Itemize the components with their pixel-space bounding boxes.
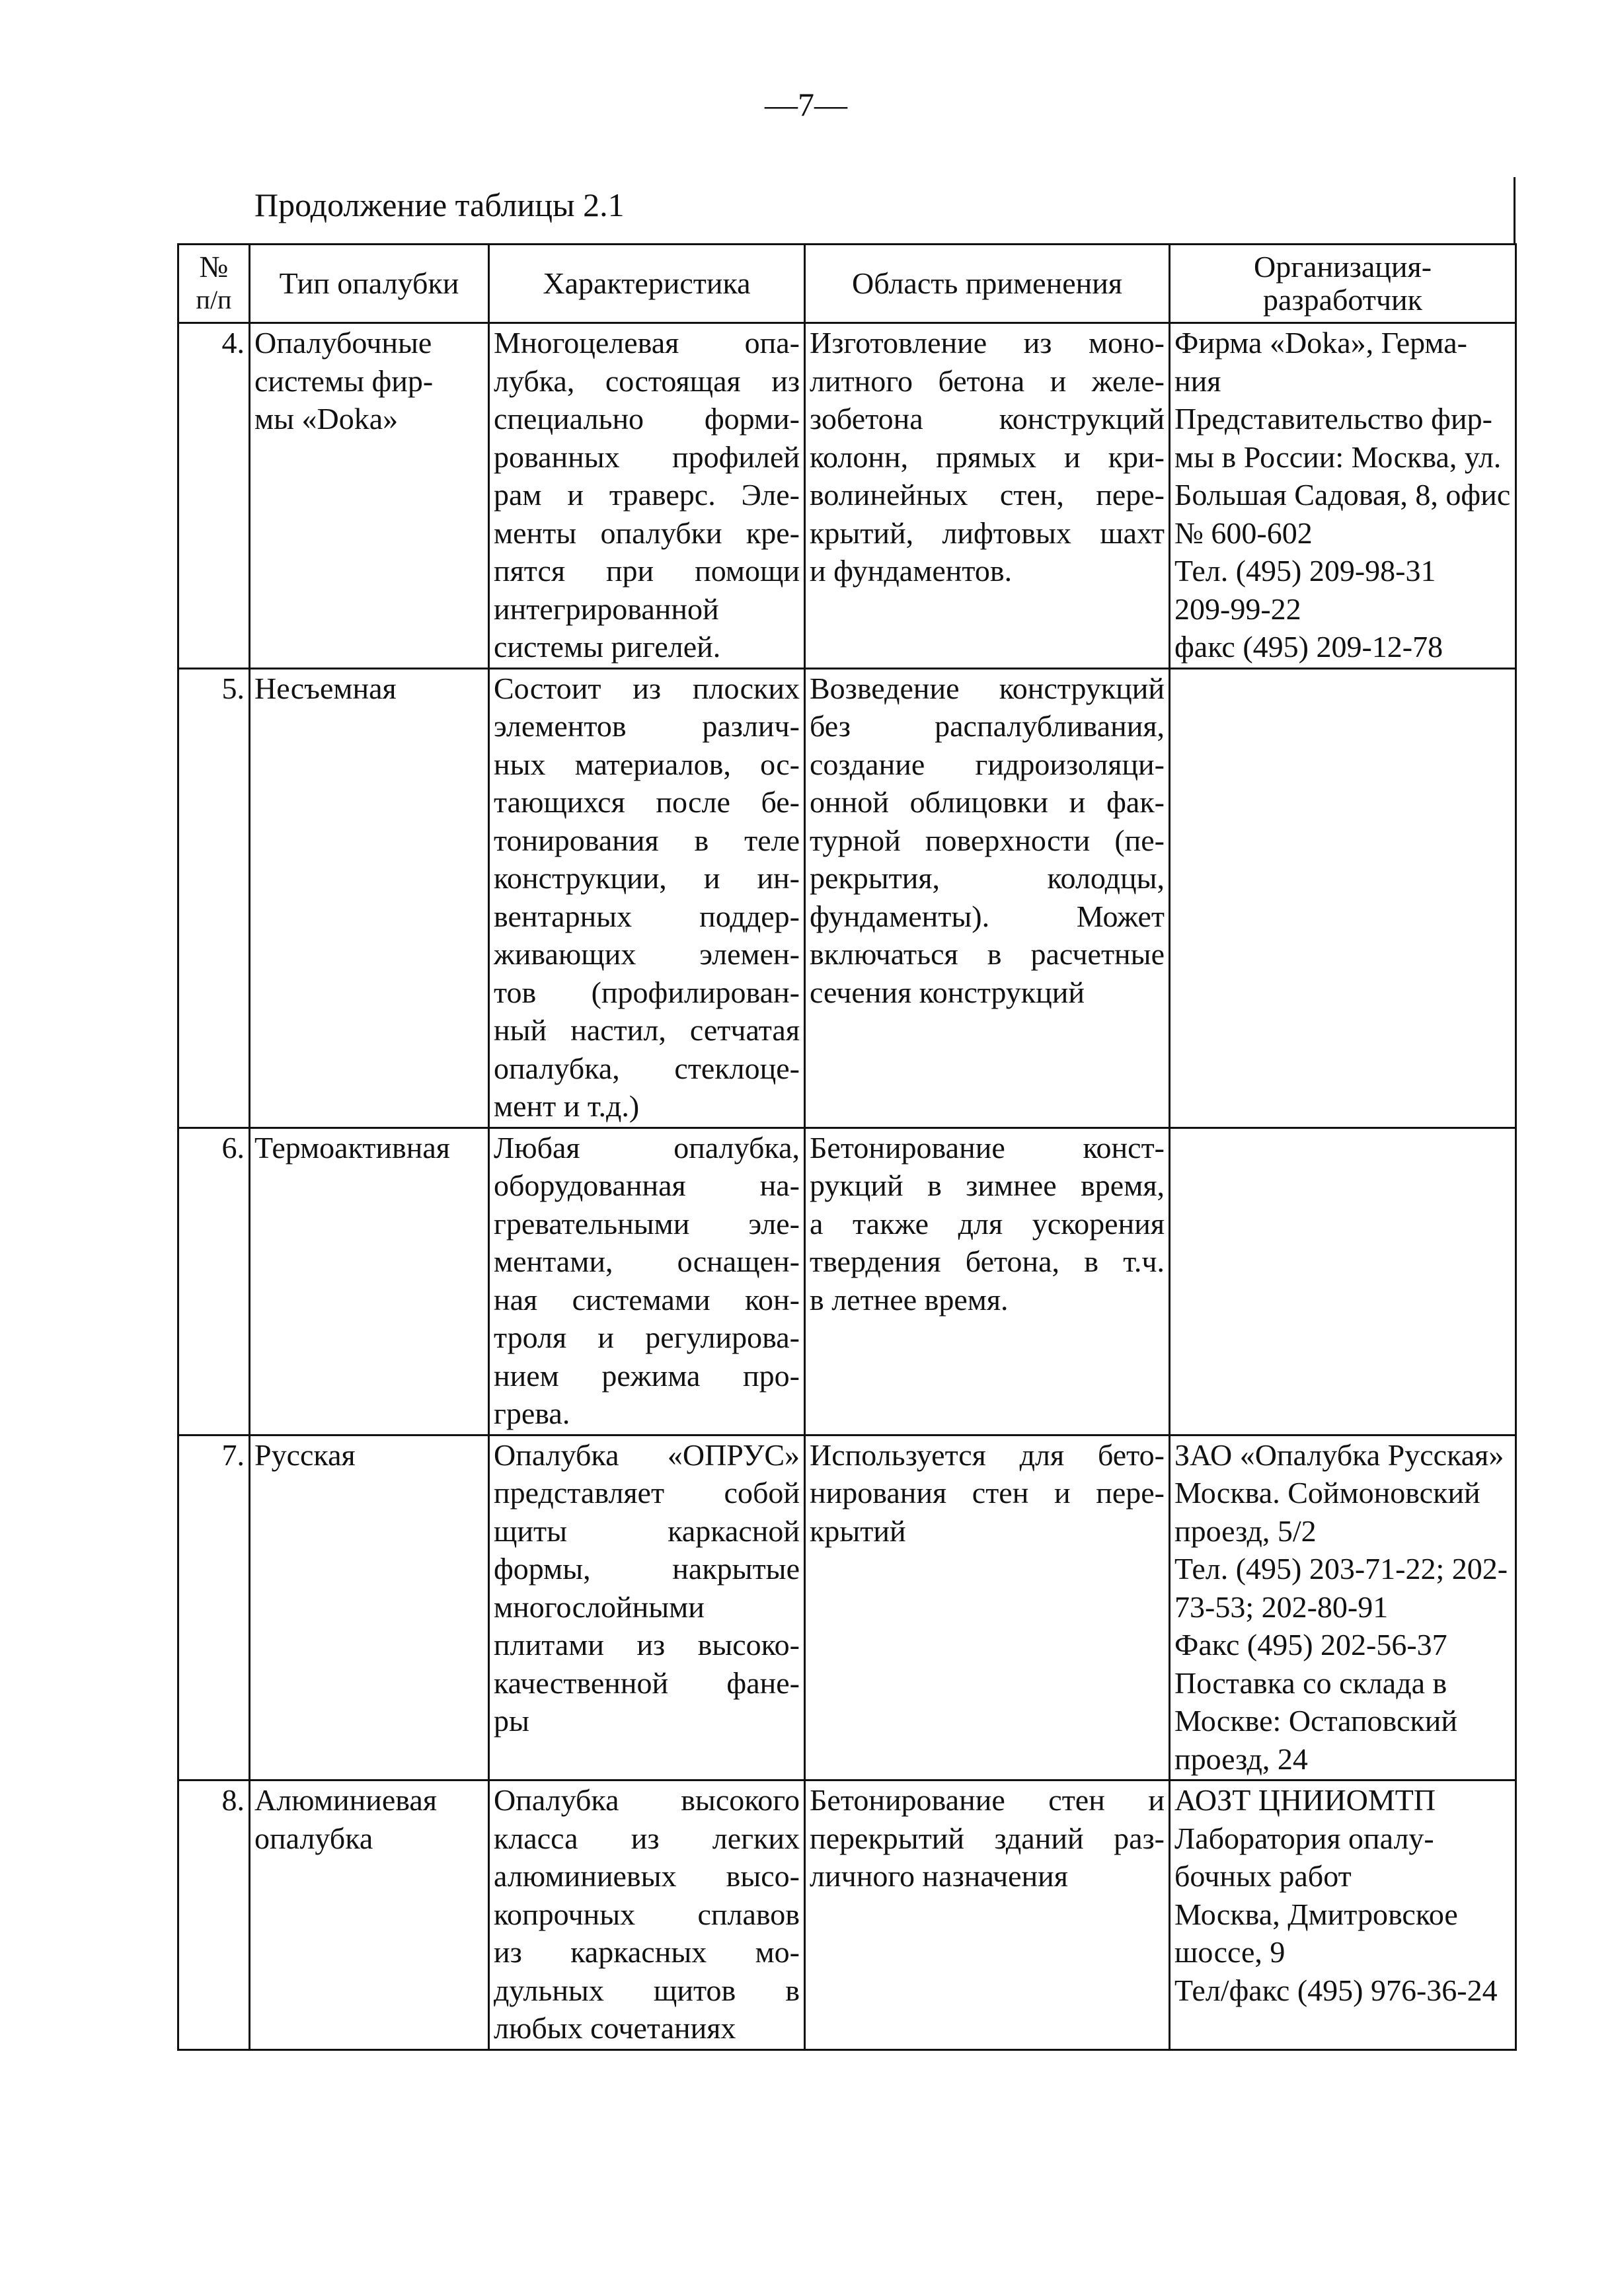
cell-line: Состоит из плоских [494, 671, 800, 705]
cell-line: ная системами кон- [494, 1282, 800, 1317]
header-characteristic: Характеристика [489, 245, 805, 323]
cell-line: мы в России: Москва, ул. [1174, 440, 1502, 474]
cell-line: зобетона конструкций [810, 402, 1165, 436]
cell-line: ных материалов, ос- [494, 747, 800, 781]
cell-line: турной поверхности (пе- [810, 823, 1165, 857]
cell-line: специально форми- [494, 402, 800, 436]
cell-line: ный настил, сетчатая [494, 1013, 800, 1047]
cell-type [250, 1128, 489, 1435]
header-type: Тип опалубки [250, 245, 489, 323]
cell-line: проезд, 24 [1174, 1741, 1308, 1776]
formwork-table [177, 243, 1517, 2051]
cell-line: Тел. (495) 203-71-22; 202- [1174, 1552, 1508, 1586]
cell-line: конструкции, и ин- [494, 861, 800, 895]
cell-line: и фундаментов. [810, 554, 1013, 588]
cell-line: онной облицовки и фак- [810, 785, 1165, 819]
table-row [178, 1435, 1516, 1780]
table-body [178, 323, 1516, 2050]
cell-application [805, 668, 1170, 1128]
cell-line: рекрытия, колодцы, [810, 861, 1165, 895]
cell-line: создание гидроизоляци- [810, 747, 1165, 781]
cell-line: менты опалубки кре- [494, 516, 800, 550]
cell-line: грева. [494, 1397, 570, 1430]
table-row [178, 323, 1516, 669]
cell-line: Термоактивная [254, 1130, 450, 1165]
cell-line: лубка, состоящая из [494, 364, 800, 398]
cell-line: ЗАО «Опалубка Русская» [1174, 1437, 1504, 1472]
cell-line: проезд, 5/2 [1174, 1513, 1317, 1548]
cell-line: Любая опалубка, [494, 1130, 800, 1165]
cell-num: 5. [178, 668, 250, 1128]
cell-characteristic [489, 323, 805, 669]
cell-line: шоссе, 9 [1174, 1935, 1286, 1969]
cell-line: ментами, оснащен- [494, 1244, 800, 1278]
cell-line: тов (профилирован- [494, 975, 800, 1009]
cell-line: алюминиевых высо- [494, 1859, 800, 1893]
cell-type [250, 668, 489, 1128]
cell-line: дульных щитов в [494, 1973, 800, 2007]
cell-line: 73-53; 202-80-91 [1174, 1589, 1389, 1624]
header-organization: Организация- разработчик [1170, 245, 1516, 323]
cell-line: оборудованная на- [494, 1168, 800, 1202]
cell-line: бочных работ [1174, 1859, 1352, 1893]
cell-line: фундаменты). Может [810, 899, 1165, 933]
cell-line: Бетонирование стен и [810, 1783, 1165, 1817]
cell-num: 4. [178, 323, 250, 669]
cell-characteristic [489, 1780, 805, 2050]
cell-line: опалубка [254, 1821, 373, 1855]
cell-line: пятся при помощи [494, 554, 800, 588]
cell-type [250, 1780, 489, 2050]
cell-line: волинейных стен, пере- [810, 478, 1165, 512]
cell-line: перекрытий зданий раз- [810, 1821, 1165, 1855]
cell-line: рукций в зимнее время, [810, 1168, 1165, 1202]
cell-application [805, 323, 1170, 669]
cell-line: качественной фане- [494, 1665, 800, 1700]
cell-line: из каркасных мо- [494, 1935, 800, 1969]
cell-line: АОЗТ ЦНИИОМТП [1174, 1783, 1436, 1817]
cell-organization [1170, 668, 1516, 1128]
cell-characteristic [489, 1128, 805, 1435]
cell-num: 7. [178, 1435, 250, 1780]
cell-line: сечения конструкций [810, 975, 1085, 1009]
cell-application [805, 1435, 1170, 1780]
cell-line: Опалубка «ОПРУС» [494, 1437, 800, 1472]
cell-line: в летнее время. [810, 1282, 1009, 1317]
cell-line: Лаборатория опалу- [1174, 1821, 1434, 1855]
cell-line: твердения бетона, в т.ч. [810, 1244, 1165, 1278]
table-row [178, 1780, 1516, 2050]
header-application: Область применения [805, 245, 1170, 323]
table-right-rule [1514, 177, 1516, 245]
cell-characteristic [489, 1435, 805, 1780]
cell-line: крытий [810, 1513, 906, 1548]
cell-line: Многоцелевая опа- [494, 326, 800, 360]
cell-line: нирования стен и пере- [810, 1476, 1165, 1510]
header-num: № п/п [178, 245, 250, 323]
cell-line: Факс (495) 202-56-37 [1174, 1628, 1447, 1662]
cell-line: Тел/факс (495) 976-36-24 [1174, 1973, 1498, 2007]
cell-line: Алюминиевая [254, 1783, 437, 1817]
cell-line: плитами из высоко- [494, 1628, 800, 1662]
cell-line: системы ригелей. [494, 630, 721, 664]
cell-num: 8. [178, 1780, 250, 2050]
cell-line: личного назначения [810, 1859, 1068, 1893]
cell-line: опалубка, стеклоце- [494, 1051, 800, 1085]
cell-application [805, 1128, 1170, 1435]
cell-line: ры [494, 1704, 529, 1738]
cell-line: литного бетона и желе- [810, 364, 1165, 398]
cell-line: а также для ускорения [810, 1206, 1165, 1241]
cell-line: Опалубка высокого [494, 1783, 800, 1817]
cell-characteristic [489, 668, 805, 1128]
cell-line: Фирма «Doka», Герма- [1174, 326, 1467, 360]
cell-line: копрочных сплавов [494, 1897, 800, 1931]
cell-organization [1170, 1435, 1516, 1780]
cell-line: многослойными [494, 1589, 705, 1624]
cell-line: Бетонирование конст- [810, 1130, 1165, 1165]
cell-application [805, 1780, 1170, 2050]
cell-line: элементов различ- [494, 709, 800, 743]
cell-organization [1170, 323, 1516, 669]
cell-line: нием режима про- [494, 1358, 800, 1393]
cell-line: троля и регулирова- [494, 1320, 800, 1354]
cell-line: интегрированной [494, 592, 719, 626]
cell-line: 209-99-22 [1174, 592, 1301, 626]
cell-line: Тел. (495) 209-98-31 [1174, 554, 1436, 588]
cell-line: тающихся после бе- [494, 785, 800, 819]
cell-line: Представительство фир- [1174, 402, 1492, 436]
cell-line: вентарных поддер- [494, 899, 800, 933]
cell-line: Изготовление из моно- [810, 326, 1165, 360]
cell-line: ния [1174, 364, 1221, 398]
cell-line: тонирования в теле [494, 823, 800, 857]
cell-line: системы фир- [254, 364, 434, 398]
cell-line: Несъемная [254, 671, 397, 705]
cell-line: Большая Садовая, 8, офис [1174, 478, 1511, 512]
table-caption: Продолжение таблицы 2.1 [254, 186, 625, 223]
cell-line: без распалубливания, [810, 709, 1165, 743]
cell-line: рованных профилей [494, 440, 800, 474]
table-header-row [178, 245, 1516, 323]
cell-line: щиты каркасной [494, 1513, 800, 1548]
cell-line: мы «Doka» [254, 402, 399, 436]
cell-line: класса из легких [494, 1821, 800, 1855]
cell-line: рам и траверс. Эле- [494, 478, 800, 512]
table-row [178, 1128, 1516, 1435]
cell-line: Поставка со склада в [1174, 1665, 1447, 1700]
page-number: —7— [765, 86, 847, 123]
cell-num: 6. [178, 1128, 250, 1435]
cell-type [250, 323, 489, 669]
cell-line: № 600-602 [1174, 516, 1313, 550]
cell-line: гревательными эле- [494, 1206, 800, 1241]
cell-line: представляет собой [494, 1476, 800, 1510]
cell-line: Возведение конструкций [810, 671, 1165, 705]
cell-line: Москва, Дмитровское [1174, 1897, 1458, 1931]
cell-line: Русская [254, 1437, 356, 1472]
cell-line: мент и т.д.) [494, 1089, 640, 1123]
table-row [178, 668, 1516, 1128]
cell-line: формы, накрытые [494, 1552, 800, 1586]
cell-line: Москве: Остаповский [1174, 1704, 1457, 1738]
cell-line: Опалубочные [254, 326, 432, 360]
cell-line: любых сочетаниях [494, 2011, 736, 2045]
cell-line: Используется для бето- [810, 1437, 1165, 1472]
cell-line: факс (495) 209-12-78 [1174, 630, 1443, 664]
cell-line: колонн, прямых и кри- [810, 440, 1165, 474]
cell-line: включаться в расчетные [810, 937, 1165, 971]
cell-type [250, 1435, 489, 1780]
cell-line: Москва. Соймоновский [1174, 1476, 1480, 1510]
cell-line: живающих элемен- [494, 937, 800, 971]
cell-line: крытий, лифтовых шахт [810, 516, 1165, 550]
cell-organization [1170, 1128, 1516, 1435]
cell-organization [1170, 1780, 1516, 2050]
